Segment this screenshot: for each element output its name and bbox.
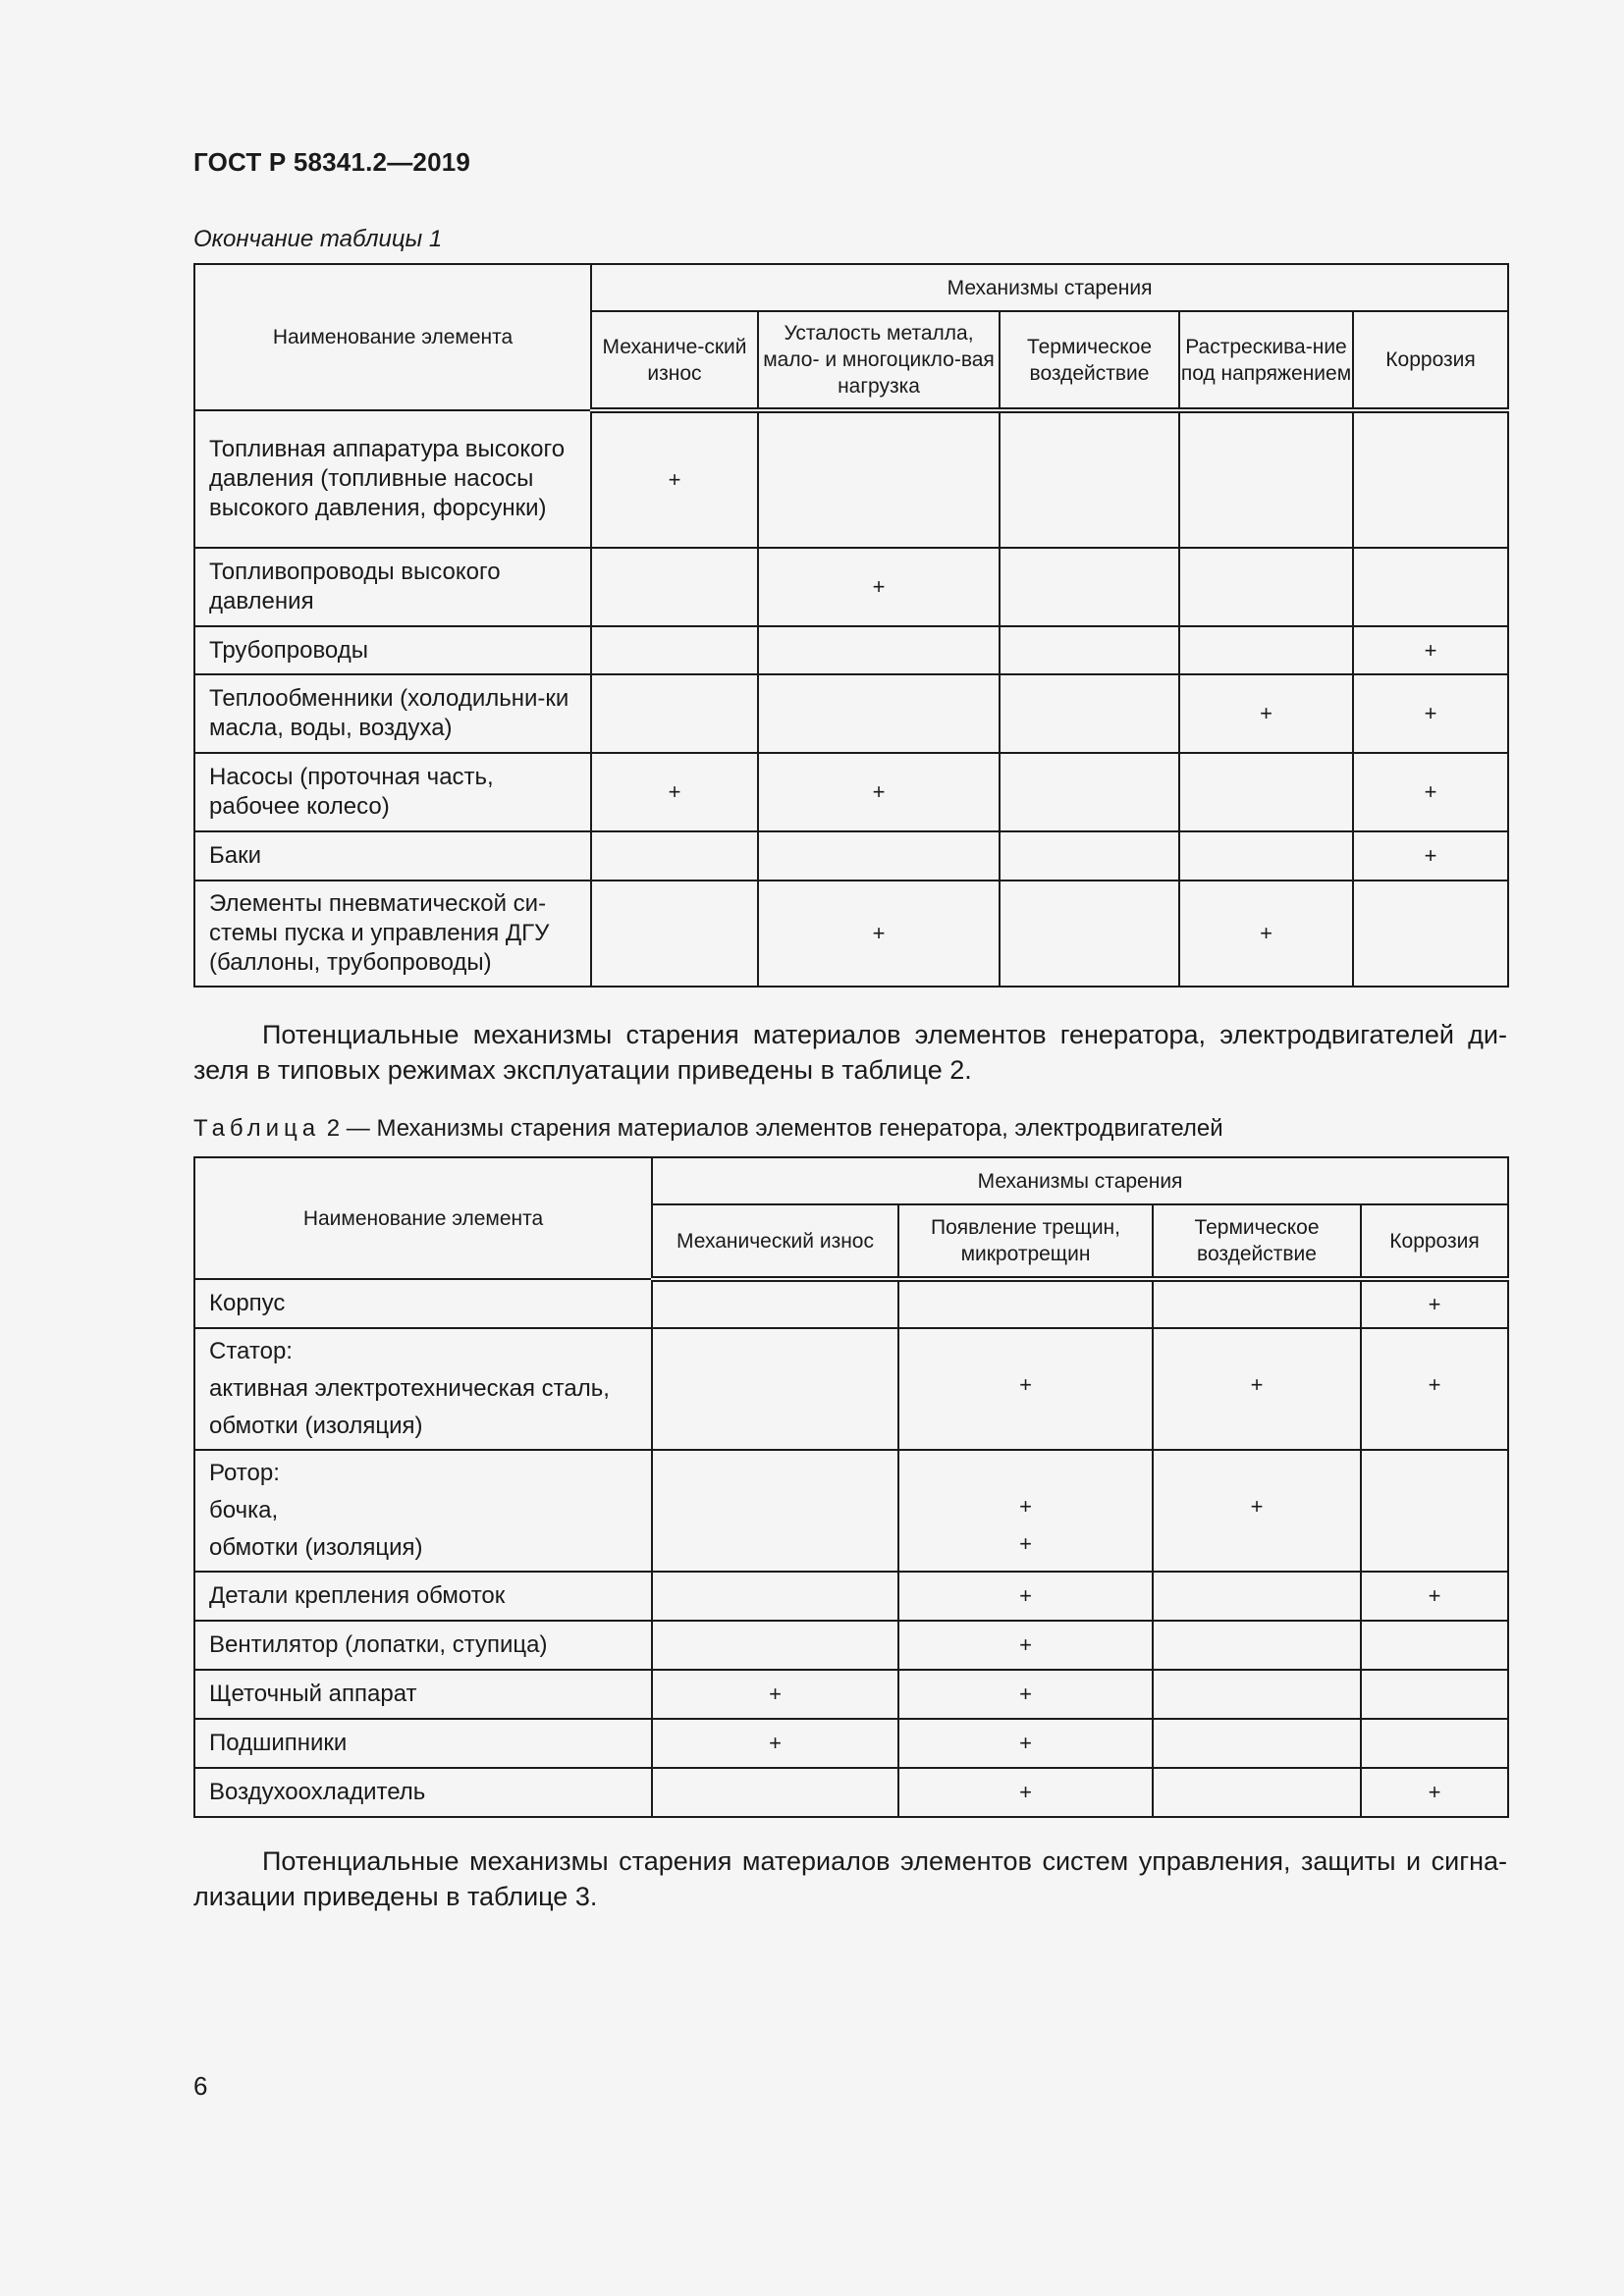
mark-cell — [652, 1621, 898, 1670]
caption-label: Таблица — [193, 1115, 321, 1142]
cell-spacer — [1362, 1451, 1507, 1488]
mark-cell — [1153, 1450, 1361, 1572]
element-name-line: Воздухоохладитель — [209, 1779, 426, 1805]
element-name-line: бочка, — [209, 1497, 279, 1523]
aging-mechanisms-header: Механизмы старения — [591, 264, 1508, 311]
name-column-header: Наименование элемента — [194, 264, 591, 410]
mark-cell — [1361, 1621, 1508, 1670]
column-header: Механиче-ский износ — [591, 311, 758, 410]
mark-cell — [652, 1450, 898, 1572]
mark-cell — [1353, 881, 1508, 987]
mark-cell: + — [591, 410, 758, 548]
element-name-cell — [194, 1621, 652, 1670]
plus-mark: + — [1019, 1531, 1032, 1556]
element-name-cell: Баки — [194, 831, 591, 881]
mark-cell: + — [758, 881, 1000, 987]
mark-cell — [652, 1768, 898, 1817]
mark-cell — [1179, 831, 1353, 881]
table-continuation-label: Окончание таблицы 1 — [193, 226, 443, 252]
plus-mark: + — [1428, 1780, 1441, 1804]
mark-cell — [1153, 1328, 1361, 1450]
mark-cell: + — [1353, 831, 1508, 881]
element-name-cell: Насосы (проточная часть, рабочее колесо) — [194, 753, 591, 831]
document-code: ГОСТ Р 58341.2—2019 — [193, 147, 471, 177]
plus-mark: + — [1428, 1292, 1441, 1316]
column-header: Механический износ — [652, 1204, 898, 1279]
column-header: Усталость металла, мало- и многоцикло-вая нагрузка — [758, 311, 1000, 410]
table-row — [194, 1572, 1508, 1621]
page-number: 6 — [193, 2071, 208, 2101]
plus-mark: + — [1019, 1583, 1032, 1608]
cell-spacer — [899, 1329, 1152, 1366]
element-name-cell: Трубопроводы — [194, 626, 591, 674]
element-name-line: Детали крепления обмоток — [209, 1582, 506, 1609]
mark-cell — [1361, 1719, 1508, 1768]
mark-cell — [1000, 626, 1179, 674]
table-row — [194, 626, 1508, 674]
mark-cell: + — [1353, 753, 1508, 831]
mark-cell — [652, 1279, 898, 1328]
element-name-line: Статор: — [209, 1338, 293, 1364]
mark-cell — [1153, 1621, 1361, 1670]
table-row — [194, 1768, 1508, 1817]
mark-cell — [1153, 1670, 1361, 1719]
aging-mechanisms-table-1 — [193, 263, 1509, 988]
plus-mark: + — [1019, 1494, 1032, 1519]
element-name-cell — [194, 1572, 652, 1621]
column-header: Коррозия — [1353, 311, 1508, 410]
mark-cell — [1179, 410, 1353, 548]
mark-cell — [1179, 548, 1353, 626]
mark-cell — [898, 1279, 1153, 1328]
table-row — [194, 1450, 1508, 1572]
element-name-cell: Элементы пневматической си-стемы пуска и управления ДГУ (баллоны, трубопроводы) — [194, 881, 591, 987]
mark-cell — [1353, 548, 1508, 626]
mark-cell — [591, 548, 758, 626]
plus-mark: + — [769, 1731, 782, 1755]
caption-text: 2 — Механизмы старения материалов элементов генератора, электродвигателей — [326, 1115, 1223, 1142]
mark-cell — [1361, 1450, 1508, 1572]
element-name-line: Щеточный аппарат — [209, 1681, 417, 1707]
mark-cell — [758, 674, 1000, 753]
plus-mark: + — [1019, 1682, 1032, 1706]
mark-cell — [758, 831, 1000, 881]
table-row — [194, 831, 1508, 881]
column-header: Растрескива-ние под напряжением — [1179, 311, 1353, 410]
table-row — [194, 1328, 1508, 1450]
mark-cell — [1153, 1719, 1361, 1768]
mark-cell — [1153, 1768, 1361, 1817]
mark-cell — [1000, 674, 1179, 753]
mark-cell — [1153, 1572, 1361, 1621]
mark-cell — [1179, 626, 1353, 674]
aging-mechanisms-header: Механизмы старения — [652, 1157, 1508, 1204]
cell-spacer — [1154, 1329, 1360, 1366]
element-name-line: обмотки (изоляция) — [209, 1413, 423, 1439]
table-row — [194, 1621, 1508, 1670]
mark-cell — [591, 881, 758, 987]
table-row — [194, 753, 1508, 831]
cell-spacer — [653, 1451, 897, 1488]
mark-cell — [652, 1572, 898, 1621]
aging-mechanisms-table-2 — [193, 1156, 1509, 1818]
table-row — [194, 1670, 1508, 1719]
element-name-cell — [194, 1670, 652, 1719]
column-header: Появление трещин, микротрещин — [898, 1204, 1153, 1279]
mark-cell: + — [1353, 674, 1508, 753]
mark-cell — [758, 410, 1000, 548]
mark-cell — [1361, 1572, 1508, 1621]
plus-mark: + — [1019, 1632, 1032, 1657]
mark-cell — [898, 1768, 1153, 1817]
element-name-cell: Топливопроводы высокого давления — [194, 548, 591, 626]
element-name-line: обмотки (изоляция) — [209, 1534, 423, 1561]
cell-spacer — [1362, 1329, 1507, 1366]
table-row — [194, 410, 1508, 548]
table-row — [194, 548, 1508, 626]
element-name-cell: Теплообменники (холодильни-ки масла, воды, воздуха) — [194, 674, 591, 753]
element-name-cell — [194, 1719, 652, 1768]
mark-cell — [1361, 1768, 1508, 1817]
mark-cell: + — [1353, 626, 1508, 674]
mark-cell — [591, 674, 758, 753]
table-row — [194, 674, 1508, 753]
element-name-line: Корпус — [209, 1290, 286, 1316]
name-column-header: Наименование элемента — [194, 1157, 652, 1279]
table-2-caption — [193, 1115, 1223, 1143]
plus-mark: + — [1019, 1731, 1032, 1755]
mark-cell — [652, 1719, 898, 1768]
element-name-cell — [194, 1279, 652, 1328]
mark-cell: + — [758, 753, 1000, 831]
mark-cell — [898, 1670, 1153, 1719]
element-name-cell: Топливная аппаратура высокого давления (топливные насосы высокого давления, форсунки) — [194, 410, 591, 548]
mark-cell — [1000, 753, 1179, 831]
mark-cell — [898, 1719, 1153, 1768]
mark-cell — [898, 1572, 1153, 1621]
mark-cell — [652, 1670, 898, 1719]
mark-cell — [758, 626, 1000, 674]
column-header: Термическое воздействие — [1000, 311, 1179, 410]
cell-spacer — [899, 1451, 1152, 1488]
element-name-line: Подшипники — [209, 1730, 348, 1756]
cell-spacer — [653, 1329, 897, 1366]
plus-mark: + — [1019, 1372, 1032, 1397]
mark-cell: + — [591, 753, 758, 831]
mark-cell: + — [1179, 881, 1353, 987]
column-header: Термическое воздействие — [1153, 1204, 1361, 1279]
element-name-line: Вентилятор (лопатки, ступица) — [209, 1631, 548, 1658]
mark-cell — [1361, 1279, 1508, 1328]
column-header: Коррозия — [1361, 1204, 1508, 1279]
mark-cell — [1361, 1328, 1508, 1450]
element-name-line: активная электротехническая сталь, — [209, 1375, 610, 1402]
table-row — [194, 1279, 1508, 1328]
mark-cell — [1000, 410, 1179, 548]
mark-cell — [1000, 831, 1179, 881]
element-name-line: Ротор: — [209, 1460, 280, 1486]
mark-cell — [1000, 881, 1179, 987]
plus-mark: + — [1250, 1372, 1264, 1397]
mark-cell — [898, 1328, 1153, 1450]
paragraph-intro-table-3: Потенциальные механизмы старения материалов элементов систем управления, защиты и сигна-лизации приведены в таблице 3. — [193, 1846, 1507, 1911]
table-2-body — [194, 1279, 1508, 1817]
table-row — [194, 881, 1508, 987]
paragraph-intro-table-2: Потенциальные механизмы старения материалов элементов генератора, электродвигателей ди-зеля в типовых режимах эксплуатации приведены в таблице 2. — [193, 1020, 1507, 1085]
mark-cell: + — [1179, 674, 1353, 753]
plus-mark: + — [1428, 1372, 1441, 1397]
mark-cell: + — [758, 548, 1000, 626]
element-name-cell — [194, 1450, 652, 1572]
cell-spacer — [1154, 1451, 1360, 1488]
mark-cell — [1153, 1279, 1361, 1328]
table-row — [194, 1719, 1508, 1768]
mark-cell — [591, 831, 758, 881]
mark-cell — [1361, 1670, 1508, 1719]
element-name-cell — [194, 1328, 652, 1450]
mark-cell — [1179, 753, 1353, 831]
mark-cell — [1000, 548, 1179, 626]
plus-mark: + — [1428, 1583, 1441, 1608]
mark-cell — [1353, 410, 1508, 548]
plus-mark: + — [1019, 1780, 1032, 1804]
mark-cell — [652, 1328, 898, 1450]
mark-cell — [898, 1621, 1153, 1670]
plus-mark: + — [1250, 1494, 1264, 1519]
mark-cell — [591, 626, 758, 674]
plus-mark: + — [769, 1682, 782, 1706]
element-name-cell — [194, 1768, 652, 1817]
mark-cell — [898, 1450, 1153, 1572]
